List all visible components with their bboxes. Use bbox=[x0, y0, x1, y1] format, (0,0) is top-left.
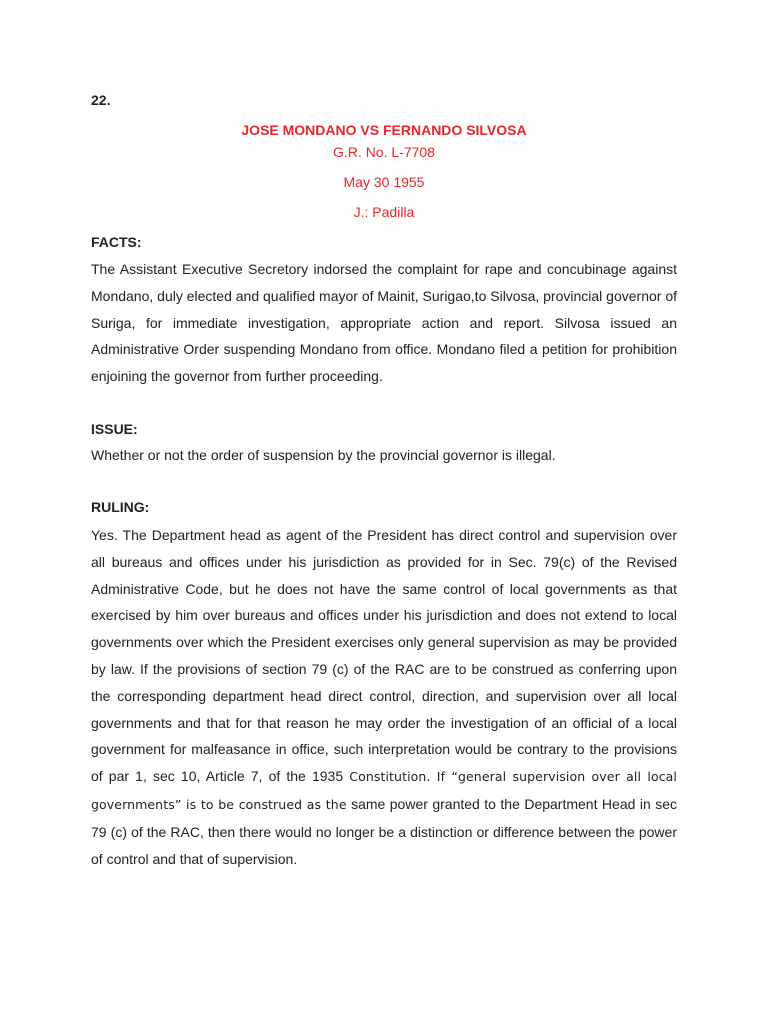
facts-heading: FACTS: bbox=[91, 234, 142, 250]
ruling-heading: RULING: bbox=[91, 499, 150, 515]
case-number: 22. bbox=[91, 92, 111, 108]
ruling-text-part3: same power granted to the Department Head in sec 79 (c) of the RAC, then there would no longer be a distinction or difference between the power of control and that of supervision. bbox=[91, 795, 677, 867]
case-gr-number: G.R. No. L-7708 bbox=[333, 144, 435, 160]
facts-paragraph: The Assistant Executive Secretory indorsed the complaint for rape and concubinage against Mondano, duly elected and qualified mayor of Mainit, Surigao,to Silvosa, provincial governor of Suriga, for immediate investigation, appropriate action and report. Silvosa issued an Administrative Order suspending Mondano from office. Mondano filed a petition for prohibition enjoining the governor from further proceeding. bbox=[91, 261, 677, 385]
case-justice: J.: Padilla bbox=[353, 204, 415, 220]
ruling-paragraph bbox=[91, 522, 677, 872]
case-heading bbox=[0, 118, 768, 222]
ruling-text-part1: Yes. The Department head as agent of the President has direct control and supervision over all bureaus and offices under his jurisdiction as provided for in Sec. 79(c) of the Revised Administrative Code, but he does not have the same control of local governments as that exercised by him over bureaus and offices under his jurisdiction and does not extend to local governments over which the President exercises only general supervision as may be provided by law. If the provisions of section 79 (c) of the RAC are to be construed as conferring upon the corresponding department head direct control, direction, and supervision over all local governments and that for that reason he may order the investigation of an official of a local government for malfeasance in office, such interpretation would be contrary to the provisions of par 1, sec 10, Article 7, of the 1935 bbox=[91, 527, 677, 785]
issue-paragraph: Whether or not the order of suspension by the provincial governor is illegal. bbox=[91, 447, 556, 463]
ruling-text-part2: Constitution. If “general supervision over all local governments” is to be construed as the bbox=[91, 769, 677, 812]
case-title: JOSE MONDANO VS FERNANDO SILVOSA bbox=[241, 122, 527, 138]
issue-heading: ISSUE: bbox=[91, 421, 138, 437]
case-date: May 30 1955 bbox=[343, 174, 425, 190]
